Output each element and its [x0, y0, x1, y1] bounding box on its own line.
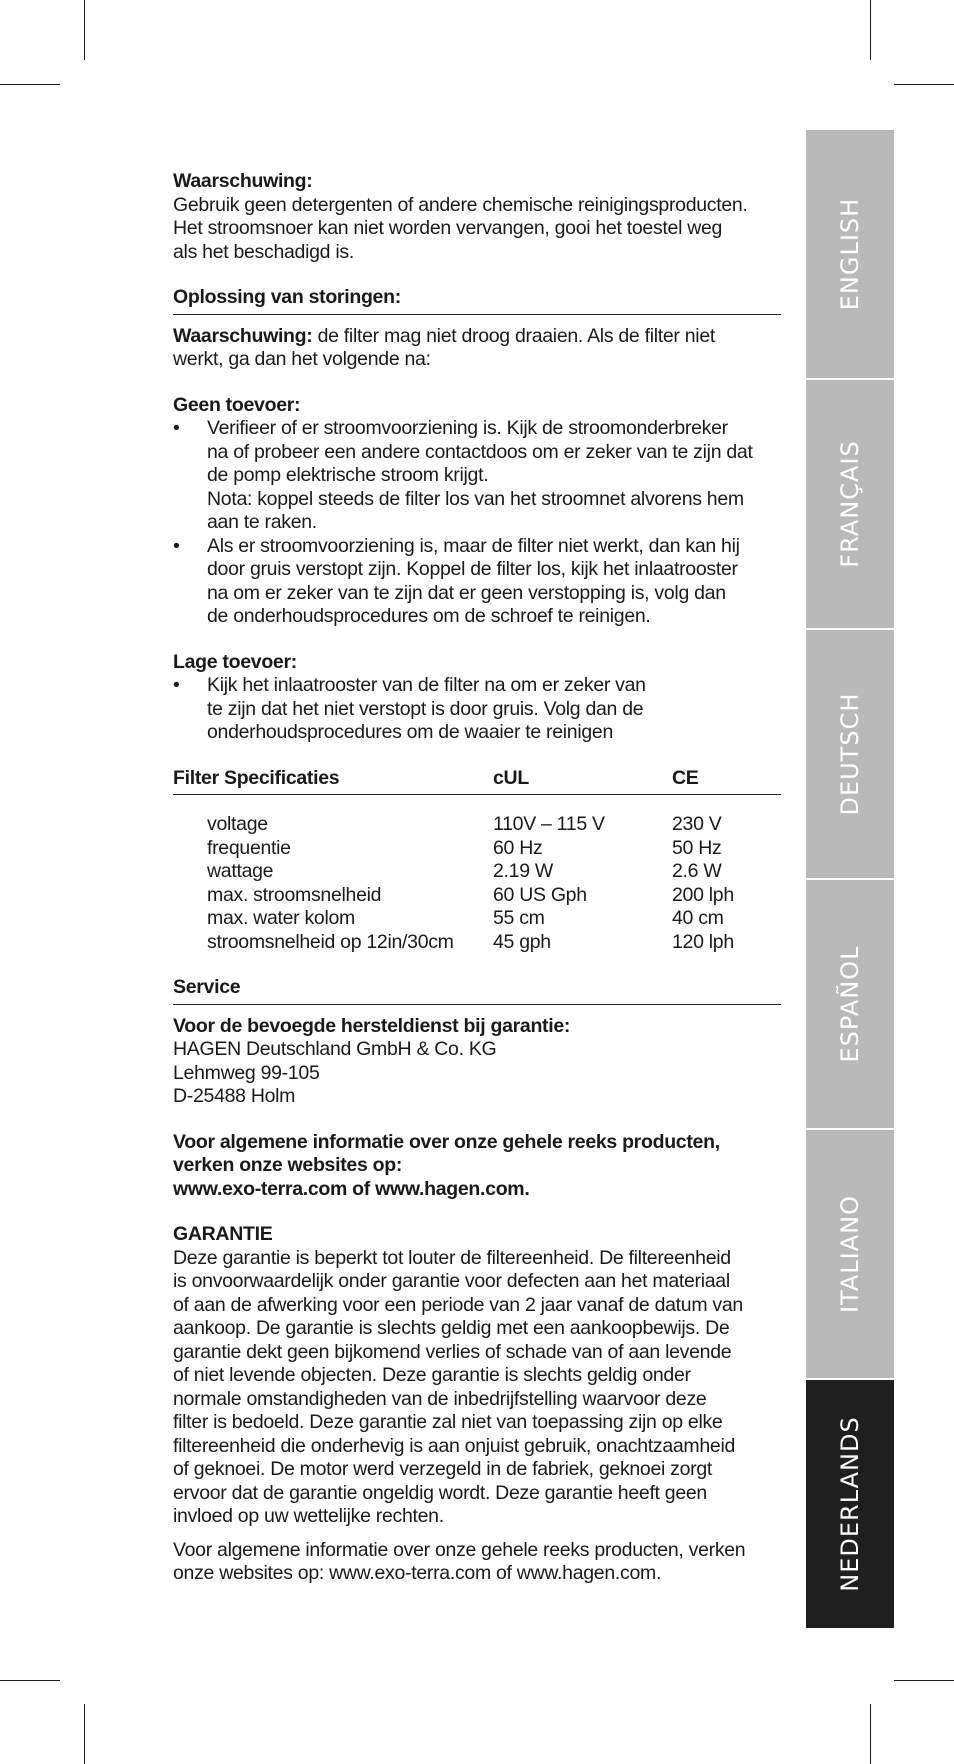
crop-mark — [84, 1704, 85, 1764]
crop-mark — [894, 84, 954, 85]
guarantee-line: invloed op uw wettelijke rechten. — [173, 1505, 444, 1527]
specs-property: frequentie — [207, 836, 291, 859]
guarantee-line: aankoop. De garantie is slechts geldig met een aankoopbewijs. De — [173, 1317, 730, 1339]
specs-cul-value: 60 US Gph — [493, 883, 587, 906]
specs-header-cul: cUL — [493, 766, 529, 789]
specs-cul-value: 2.19 W — [493, 860, 553, 882]
guarantee-line: of geknoei. De motor werd verzegeld in de fabriek, geknoei zorgt — [173, 1458, 713, 1480]
address-line: Lehmweg 99-105 — [173, 1061, 320, 1084]
warning-line: als het beschadigd is. — [173, 240, 354, 263]
info-line: Voor algemene informatie over onze gehele reeks producten, — [173, 1130, 720, 1153]
tab-label: FRANÇAIS — [836, 440, 864, 568]
tab-espaol[interactable] — [806, 880, 894, 1130]
bullet-line: na om er zeker van te zijn dat er geen verstopping is, volg dan — [207, 581, 726, 604]
specs-indent — [173, 860, 207, 884]
specs-header-ce: CE — [672, 766, 699, 789]
crop-mark — [0, 1680, 60, 1681]
bullet-line: door gruis verstopt zijn. Koppel de filter los, kijk het inlaatrooster — [207, 558, 738, 580]
guarantee-line: of aan de afwerking voor een periode van 2 jaar vanaf de datum van — [173, 1293, 743, 1316]
specs-ce-value: 230 V — [672, 813, 722, 835]
specs-row — [173, 813, 781, 837]
bullet-icon: • — [173, 417, 180, 439]
specs-row — [173, 860, 781, 884]
specs-indent — [173, 813, 207, 837]
specs-row — [173, 837, 781, 861]
tab-label: ITALIANO — [836, 1194, 864, 1314]
guarantee-footer-text — [173, 1539, 781, 1586]
bullet-icon: • — [173, 674, 180, 696]
specs-header-row — [173, 767, 781, 796]
tab-deutsch[interactable] — [806, 630, 894, 880]
tab-label: ESPAÑOL — [836, 945, 864, 1063]
guarantee-line: normale omstandigheden van de inbedrijfstelling waarvoor deze — [173, 1387, 707, 1410]
tab-nederlands[interactable] — [806, 1380, 894, 1630]
specs-header-title: Filter Specificaties — [173, 766, 340, 789]
guarantee-footer-line: Voor algemene informatie over onze gehele reeks producten, verken — [173, 1538, 746, 1561]
specs-ce-value: 120 lph — [672, 930, 734, 953]
specs-cul-value: 45 gph — [493, 930, 551, 953]
warning-section — [173, 170, 781, 264]
no-flow-item — [173, 417, 781, 535]
info-line: verken onze websites op: — [173, 1154, 403, 1176]
bullet-line: onderhoudsprocedures om de waaier te reinigen — [207, 721, 614, 743]
tab-label: NEDERLANDS — [836, 1416, 864, 1592]
troubleshooting-intro — [173, 325, 781, 372]
bullet-line: te zijn dat het niet verstopt is door gruis. Volg dan de — [207, 697, 644, 720]
crop-mark — [870, 1704, 871, 1764]
bullet-line: de onderhoudsprocedures om de schroef te reinigen. — [207, 605, 651, 627]
bullet-line: na of probeer een andere contactdoos om er zeker van te zijn dat — [207, 440, 753, 463]
guarantee-line: garantie dekt geen bijkomend verlies of schade van of aan levende — [173, 1340, 732, 1363]
crop-mark — [894, 1680, 954, 1681]
specs-ce-value: 50 Hz — [672, 836, 722, 859]
specs-ce-value: 40 cm — [672, 907, 724, 929]
troubleshooting-title: Oplossing van storingen: — [173, 286, 781, 315]
specs-indent — [173, 931, 207, 955]
guarantee-title: GARANTIE — [173, 1223, 273, 1245]
address-line: D-25488 Holm — [173, 1085, 296, 1107]
crop-mark — [0, 84, 60, 85]
tab-english[interactable] — [806, 130, 894, 380]
specs-property: max. water kolom — [207, 907, 355, 929]
troubleshooting-intro-label: Waarschuwing: — [173, 324, 313, 347]
warning-heading: Waarschuwing: — [173, 170, 313, 192]
guarantee-line: of niet levende objecten. Deze garantie is slechts geldig onder — [173, 1364, 691, 1386]
warranty-service-heading: Voor de bevoegde hersteldienst bij garantie: — [173, 1014, 571, 1037]
guarantee-line: ervoor dat de garantie ongeldig wordt. Deze garantie heeft geen — [173, 1481, 707, 1504]
specs-ce-value: 2.6 W — [672, 860, 722, 882]
guarantee-text — [173, 1247, 781, 1529]
guarantee-line: Deze garantie is beperkt tot louter de filtereenheid. De filtereenheid — [173, 1246, 731, 1269]
tab-label: DEUTSCH — [836, 692, 864, 816]
service-title: Service — [173, 976, 781, 1005]
bullet-line: de pomp elektrische stroom krijgt. — [207, 464, 489, 486]
low-flow-list — [173, 674, 781, 745]
specs-cul-value: 110V – 115 V — [493, 813, 605, 835]
specs-rows — [173, 795, 781, 954]
specs-row — [173, 884, 781, 908]
specs-property: max. stroomsnelheid — [207, 883, 382, 906]
specs-property: voltage — [207, 813, 268, 835]
no-flow-list — [173, 417, 781, 629]
crop-mark — [84, 0, 85, 60]
guarantee-line: filter is bedoeld. Deze garantie zal niet van toepassing zijn op elke — [173, 1411, 723, 1433]
no-flow-item — [173, 535, 781, 629]
troubleshooting-intro-line: werkt, ga dan het volgende na: — [173, 348, 431, 370]
specs-indent — [173, 837, 207, 861]
tab-label: ENGLISH — [836, 197, 864, 311]
specs-row — [173, 931, 781, 955]
bullet-line: Nota: koppel steeds de filter los van het stroomnet alvorens hem — [207, 487, 744, 510]
service-section — [173, 976, 781, 1201]
tab-franais[interactable] — [806, 380, 894, 630]
troubleshooting-section — [173, 286, 781, 745]
service-info — [173, 1131, 781, 1202]
specs-row — [173, 907, 781, 931]
info-line: www.exo-terra.com of www.hagen.com. — [173, 1177, 530, 1200]
specs-cul-value: 60 Hz — [493, 836, 543, 859]
specs-property: stroomsnelheid op 12in/30cm — [207, 930, 454, 953]
tab-italiano[interactable] — [806, 1130, 894, 1380]
warning-text — [173, 194, 781, 265]
bullet-line: Kijk het inlaatrooster van de filter na om er zeker van — [207, 674, 646, 696]
bullet-line: aan te raken. — [207, 511, 317, 533]
crop-mark — [870, 0, 871, 60]
address-line: HAGEN Deutschland GmbH & Co. KG — [173, 1038, 497, 1060]
warning-line: Het stroomsnoer kan niet worden vervangen, gooi het toestel weg — [173, 217, 723, 239]
guarantee-line: is onvoorwaardelijk onder garantie voor defecten aan het materiaal — [173, 1270, 730, 1292]
specs-property: wattage — [207, 860, 274, 882]
warning-line: Gebruik geen detergenten of andere chemische reinigingsproducten. — [173, 193, 748, 216]
bullet-icon: • — [173, 534, 180, 557]
troubleshooting-intro-line: de filter mag niet droog draaien. Als de filter niet — [312, 324, 715, 347]
manual-page-content — [173, 170, 781, 1586]
specs-indent — [173, 884, 207, 908]
language-tabs — [806, 130, 894, 1630]
bullet-line: Als er stroomvoorziening is, maar de filter niet werkt, dan kan hij — [207, 534, 740, 557]
guarantee-section — [173, 1223, 781, 1586]
guarantee-line: filtereenheid die onderhevig is aan onjuist gebruik, onachtzaamheid — [173, 1434, 736, 1457]
bullet-line: Verifieer of er stroomvoorziening is. Kijk de stroomonderbreker — [207, 417, 728, 439]
specs-table — [173, 767, 781, 955]
no-flow-heading: Geen toevoer: — [173, 393, 301, 416]
low-flow-item — [173, 674, 781, 745]
service-address — [173, 1038, 781, 1109]
specs-cul-value: 55 cm — [493, 907, 545, 929]
specs-indent — [173, 907, 207, 931]
guarantee-footer-line: onze websites op: www.exo-terra.com of www.hagen.com. — [173, 1562, 662, 1584]
specs-ce-value: 200 lph — [672, 883, 734, 906]
low-flow-heading: Lage toevoer: — [173, 650, 297, 673]
